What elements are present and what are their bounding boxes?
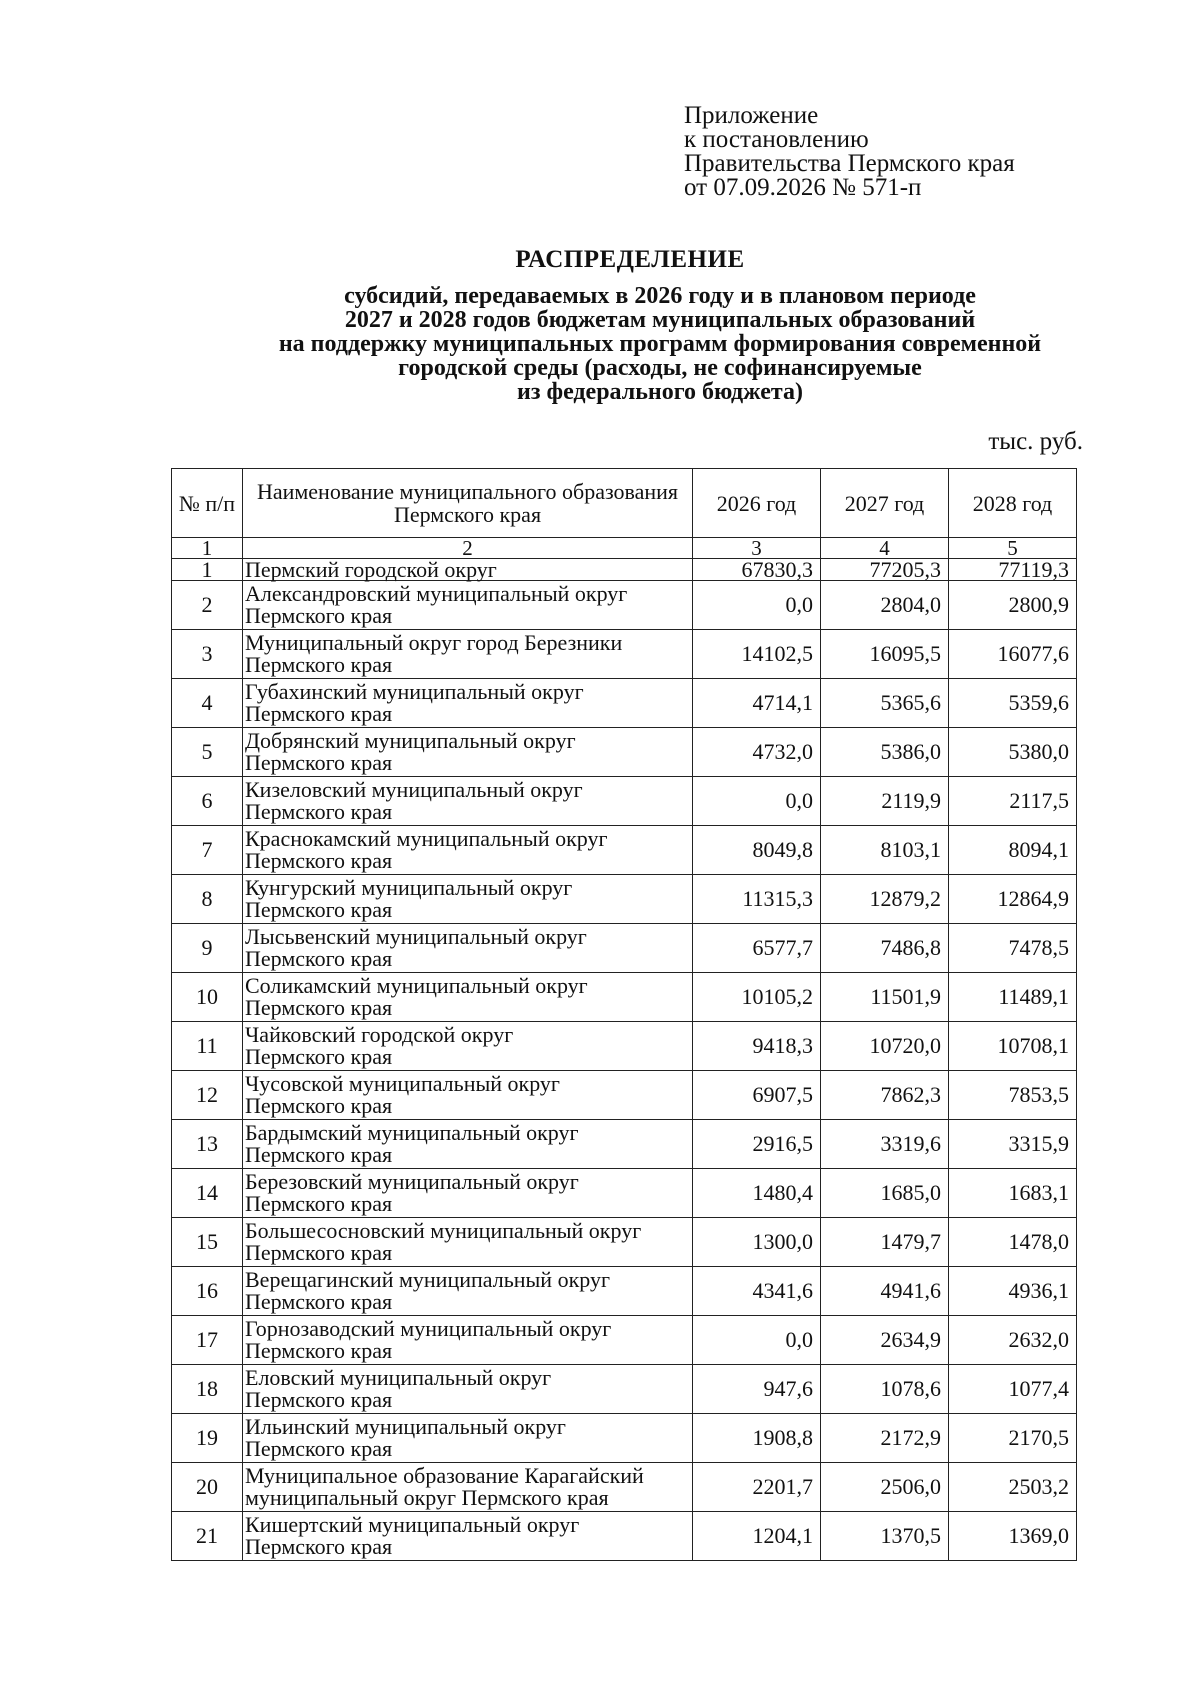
municipality-name-line: Пермского края [245,1093,393,1118]
value-2026: 10105,2 [693,973,821,1022]
value-2026: 1204,1 [693,1512,821,1561]
value-2028: 2800,9 [949,581,1077,630]
municipality-name-line: Лысьвенский муниципальный округ [245,924,587,949]
value-2027: 4941,6 [821,1267,949,1316]
municipality-name-line: Пермского края [245,995,393,1020]
subtitle-line: на поддержку муниципальных программ формирования современной [278,331,1042,357]
table-row [172,1316,1077,1365]
value-2028: 77119,3 [949,559,1077,581]
table-row [172,1463,1077,1512]
municipality-name [243,1414,693,1463]
municipality-name [243,1512,693,1561]
row-number: 4 [172,679,243,728]
value-2027: 5386,0 [821,728,949,777]
units-label: тыс. руб. [988,428,1083,455]
row-number: 15 [172,1218,243,1267]
value-2028: 4936,1 [949,1267,1077,1316]
value-2028: 10708,1 [949,1022,1077,1071]
municipality-name [243,1267,693,1316]
row-number: 17 [172,1316,243,1365]
value-2028: 3315,9 [949,1120,1077,1169]
municipality-name-line: Чайковский городской округ [245,1022,514,1047]
value-2027: 12879,2 [821,875,949,924]
value-2026: 1300,0 [693,1218,821,1267]
municipality-name-line: Пермского края [245,1387,393,1412]
value-2028: 12864,9 [949,875,1077,924]
value-2027: 1370,5 [821,1512,949,1561]
municipality-name [243,728,693,777]
table-row [172,973,1077,1022]
municipality-name-line: Ильинский муниципальный округ [245,1414,566,1439]
value-2028: 1478,0 [949,1218,1077,1267]
municipality-name [243,1022,693,1071]
value-2027: 2172,9 [821,1414,949,1463]
subtitle-line: 2027 и 2028 годов бюджетам муниципальных образований [344,307,976,333]
value-2027: 8103,1 [821,826,949,875]
row-number: 13 [172,1120,243,1169]
row-number: 1 [172,559,243,581]
municipality-name-line: Пермского края [245,603,393,628]
municipality-name [243,875,693,924]
row-number: 14 [172,1169,243,1218]
subtitle-line: субсидий, передаваемых в 2026 году и в плановом периоде [344,283,976,309]
table-row [172,559,1077,581]
table-row [172,581,1077,630]
row-number: 12 [172,1071,243,1120]
value-2026: 4714,1 [693,679,821,728]
row-number: 2 [172,581,243,630]
row-number: 20 [172,1463,243,1512]
table-row [172,924,1077,973]
row-number: 16 [172,1267,243,1316]
column-index: 3 [693,538,821,559]
row-number: 3 [172,630,243,679]
table-row [172,875,1077,924]
municipality-name [243,1169,693,1218]
municipality-name-line: Кунгурский муниципальный округ [245,875,573,900]
municipality-name [243,826,693,875]
column-index: 5 [949,538,1077,559]
column-index: 1 [172,538,243,559]
column-index: 4 [821,538,949,559]
appendix-line: Приложение [684,102,819,129]
municipality-name-line: Большесосновский муниципальный округ [245,1218,642,1243]
value-2028: 7478,5 [949,924,1077,973]
value-2026: 11315,3 [693,875,821,924]
row-number: 7 [172,826,243,875]
value-2026: 4732,0 [693,728,821,777]
value-2027: 2506,0 [821,1463,949,1512]
row-number: 18 [172,1365,243,1414]
municipality-name-line: Добрянский муниципальный округ [245,728,576,753]
municipality-name [243,1316,693,1365]
value-2027: 5365,6 [821,679,949,728]
value-2027: 11501,9 [821,973,949,1022]
municipality-name-line: Пермского края [245,897,393,922]
municipality-name-line: Муниципальный округ город Березники [245,630,623,655]
municipality-name-line: Кишертский муниципальный округ [245,1512,580,1537]
value-2027: 2804,0 [821,581,949,630]
municipality-name-line: Пермский городской округ [245,556,497,582]
table-row [172,728,1077,777]
appendix-line: от 07.09.2026 № 571-п [684,174,922,201]
header-2027: 2027 год [821,469,949,538]
value-2026: 0,0 [693,581,821,630]
value-2027: 1685,0 [821,1169,949,1218]
municipality-name-line: Верещагинский муниципальный округ [245,1267,610,1292]
municipality-name [243,777,693,826]
subtitle-line: городской среды (расходы, не софинансируемые [398,355,922,381]
municipality-name [243,1463,693,1512]
municipality-name [243,556,693,582]
municipality-name-line: Пермского края [245,1191,393,1216]
table-row [172,1169,1077,1218]
table-row [172,630,1077,679]
municipality-name [243,924,693,973]
value-2027: 7862,3 [821,1071,949,1120]
table-row [172,1022,1077,1071]
municipality-name [243,679,693,728]
appendix-block [684,104,1015,200]
value-2027: 77205,3 [821,559,949,581]
municipality-name-line: Соликамский муниципальный округ [245,973,588,998]
municipality-name-line: Пермского края [245,1044,393,1069]
municipality-name-line: Еловский муниципальный округ [245,1365,552,1390]
municipality-name-line: Пермского края [245,750,393,775]
municipality-name-line: Муниципальное образование Карагайский [245,1463,644,1488]
document-subtitle [40,284,1200,404]
row-number: 19 [172,1414,243,1463]
value-2028: 2503,2 [949,1463,1077,1512]
row-number: 6 [172,777,243,826]
municipality-name [243,1365,693,1414]
municipality-name [243,1218,693,1267]
value-2027: 7486,8 [821,924,949,973]
value-2027: 1078,6 [821,1365,949,1414]
municipality-name [243,973,693,1022]
value-2028: 11489,1 [949,973,1077,1022]
row-number: 8 [172,875,243,924]
value-2028: 2170,5 [949,1414,1077,1463]
header-2026: 2026 год [693,469,821,538]
column-index: 2 [243,538,693,559]
table-row [172,1071,1077,1120]
value-2026: 9418,3 [693,1022,821,1071]
value-2026: 2201,7 [693,1463,821,1512]
subtitle-line: из федерального бюджета) [517,379,803,405]
distribution-table [171,468,1077,1561]
municipality-name-line: Пермского края [245,701,393,726]
table-row [172,777,1077,826]
table-row [172,826,1077,875]
column-index-row [172,538,1077,559]
appendix-line: к постановлению [684,126,869,153]
municipality-name-line: Пермского края [245,652,393,677]
value-2026: 4341,6 [693,1267,821,1316]
value-2028: 1077,4 [949,1365,1077,1414]
value-2028: 1683,1 [949,1169,1077,1218]
municipality-name-line: муниципальный округ Пермского края [245,1485,609,1510]
value-2026: 947,6 [693,1365,821,1414]
value-2026: 14102,5 [693,630,821,679]
value-2027: 2634,9 [821,1316,949,1365]
table-row [172,1365,1077,1414]
value-2028: 1369,0 [949,1512,1077,1561]
municipality-name-line: Губахинский муниципальный округ [245,679,584,704]
header-2028: 2028 год [949,469,1077,538]
value-2026: 8049,8 [693,826,821,875]
table-body [172,538,1077,1561]
table-row [172,1267,1077,1316]
value-2028: 7853,5 [949,1071,1077,1120]
value-2026: 6577,7 [693,924,821,973]
municipality-name-line: Пермского края [245,1436,393,1461]
table-row [172,1512,1077,1561]
value-2027: 10720,0 [821,1022,949,1071]
municipality-name-line: Краснокамский муниципальный округ [245,826,608,851]
table-row [172,679,1077,728]
value-2027: 16095,5 [821,630,949,679]
value-2028: 8094,1 [949,826,1077,875]
value-2027: 3319,6 [821,1120,949,1169]
value-2026: 2916,5 [693,1120,821,1169]
value-2028: 5359,6 [949,679,1077,728]
municipality-name-line: Кизеловский муниципальный округ [245,777,583,802]
municipality-name-line: Чусовской муниципальный округ [245,1071,560,1096]
table-row [172,1218,1077,1267]
value-2028: 5380,0 [949,728,1077,777]
row-number: 9 [172,924,243,973]
row-number: 11 [172,1022,243,1071]
municipality-name-line: Александровский муниципальный округ [245,581,628,606]
municipality-name-line: Пермского края [245,848,393,873]
municipality-name-line: Пермского края [245,1240,393,1265]
municipality-name-line: Горнозаводский муниципальный округ [245,1316,612,1341]
value-2026: 6907,5 [693,1071,821,1120]
row-number: 10 [172,973,243,1022]
value-2026: 1480,4 [693,1169,821,1218]
municipality-name [243,1071,693,1120]
value-2027: 2119,9 [821,777,949,826]
value-2026: 1908,8 [693,1414,821,1463]
row-number: 21 [172,1512,243,1561]
value-2027: 1479,7 [821,1218,949,1267]
table-header-row [172,469,1077,538]
table-row [172,1414,1077,1463]
municipality-name-line: Пермского края [245,1534,393,1559]
municipality-name-line: Пермского края [245,799,393,824]
municipality-name [243,1120,693,1169]
row-number: 5 [172,728,243,777]
value-2026: 67830,3 [693,559,821,581]
municipality-name-line: Пермского края [245,1338,393,1363]
municipality-name-line: Пермского края [245,946,393,971]
value-2028: 16077,6 [949,630,1077,679]
municipality-name-line: Пермского края [245,1289,393,1314]
municipality-name [243,630,693,679]
appendix-line: Правительства Пермского края [684,150,1015,177]
value-2028: 2117,5 [949,777,1077,826]
value-2028: 2632,0 [949,1316,1077,1365]
value-2026: 0,0 [693,1316,821,1365]
municipality-name-line: Березовский муниципальный округ [245,1169,579,1194]
municipality-name-line: Пермского края [245,1142,393,1167]
header-name: Наименование муниципального образования Пермского края [243,469,693,538]
table-row [172,1120,1077,1169]
municipality-name-line: Бардымский муниципальный округ [245,1120,579,1145]
document-title: РАСПРЕДЕЛЕНИЕ [515,246,745,273]
municipality-name [243,581,693,630]
value-2026: 0,0 [693,777,821,826]
header-num: № п/п [172,469,243,538]
